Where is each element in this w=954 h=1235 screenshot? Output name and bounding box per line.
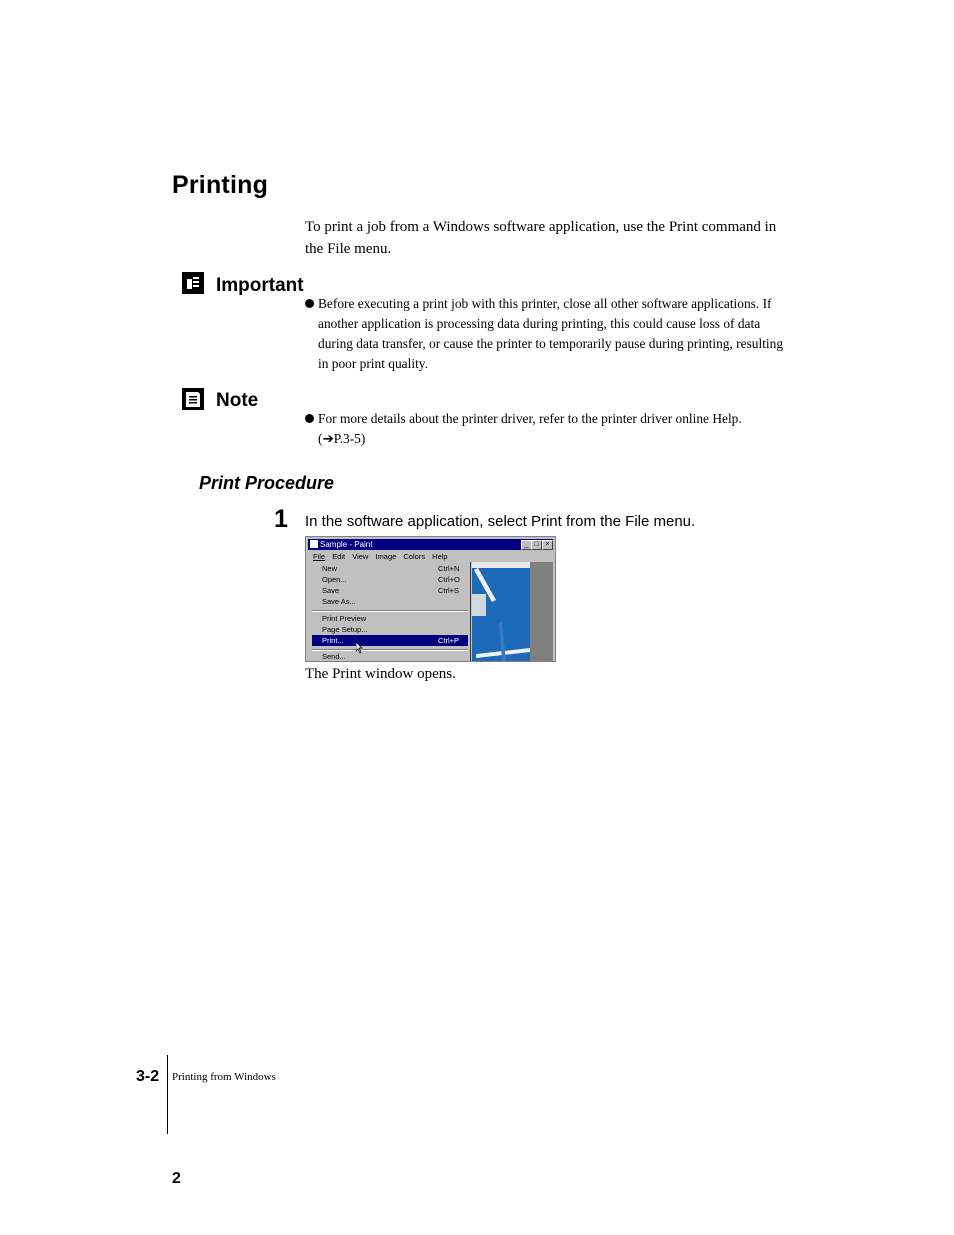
page-title: Printing	[172, 171, 269, 199]
note-page-ref: P.3-5)	[333, 431, 366, 446]
menu-item-label: Save	[322, 586, 340, 595]
note-bullet	[305, 409, 785, 449]
note-text-line1: For more details about the printer driver, refer to the printer driver online Help.	[318, 411, 742, 426]
bullet-icon	[305, 414, 314, 423]
minimize-icon[interactable]: _	[521, 540, 532, 550]
menu-colors[interactable]: Colors	[403, 552, 426, 561]
step-result-caption: The Print window opens.	[305, 666, 456, 682]
menu-item-save[interactable]	[322, 585, 467, 596]
menu-bar	[308, 551, 553, 562]
scrollbar[interactable]	[530, 562, 553, 661]
menu-item-label: Page Setup...	[322, 625, 368, 634]
menu-item-shortcut: Ctrl+P	[438, 636, 460, 645]
menu-item-label: Send...	[322, 652, 346, 661]
menu-item-label: New	[322, 564, 338, 573]
note-icon	[182, 388, 204, 410]
subsection-title: Print Procedure	[199, 473, 335, 493]
menu-item-new[interactable]	[322, 563, 467, 574]
menu-view[interactable]: View	[352, 552, 369, 561]
menu-item-print-preview[interactable]	[322, 613, 467, 624]
bullet-icon	[305, 299, 314, 308]
menu-item-shortcut: Ctrl+N	[438, 564, 460, 573]
paint-screenshot	[305, 536, 556, 662]
intro-paragraph: To print a job from a Windows software application, use the Print command in the File menu.	[305, 219, 777, 257]
footer-section-number: 3-2	[136, 1068, 160, 1085]
menu-help[interactable]: Help	[432, 552, 448, 561]
important-text: Before executing a print job with this printer, close all other software applications. If another application is processing data during printing, this could cause loss of data during data transfer, or cause the printer to temporarily pause during printing, resulting in poor print quality.	[318, 296, 784, 371]
footer-section-title: Printing from Windows	[172, 1071, 276, 1083]
menu-item-shortcut: Ctrl+O	[438, 575, 460, 584]
menu-file[interactable]: File	[313, 552, 326, 561]
arrow-right-icon: ➔	[322, 431, 334, 446]
close-icon[interactable]: ×	[542, 540, 553, 550]
menu-item-label: Save As...	[322, 597, 356, 606]
important-icon	[182, 272, 204, 294]
menu-item-page-setup[interactable]	[322, 624, 467, 635]
menu-item-open[interactable]	[322, 574, 467, 585]
step-instruction: In the software application, select Print from the File menu.	[305, 513, 696, 530]
menu-item-label: Print Preview	[322, 614, 367, 623]
maximize-icon[interactable]: □	[531, 540, 542, 550]
note-heading: Note	[216, 390, 259, 411]
menu-item-print[interactable]	[312, 635, 468, 646]
important-heading: Important	[216, 275, 304, 296]
menu-item-send[interactable]	[322, 651, 467, 662]
menu-item-label: Print...	[322, 636, 344, 645]
menu-item-shortcut: Ctrl+S	[438, 586, 460, 595]
window-titlebar	[308, 539, 553, 550]
note-paren: (	[318, 431, 323, 446]
footer-divider	[167, 1055, 168, 1134]
paint-canvas[interactable]	[472, 562, 530, 661]
mouse-cursor-icon	[356, 642, 364, 654]
page-number: 2	[172, 1170, 181, 1187]
step-number: 1	[274, 505, 288, 533]
menu-item-save-as[interactable]	[322, 596, 467, 607]
menu-edit[interactable]: Edit	[332, 552, 346, 561]
important-bullet	[305, 294, 785, 374]
menu-image[interactable]: Image	[375, 552, 397, 561]
paint-app-icon	[310, 540, 318, 548]
menu-separator	[312, 610, 468, 612]
window-title: Sample - Paint	[320, 540, 373, 549]
file-menu-dropdown	[310, 562, 471, 661]
canvas-image	[472, 562, 530, 661]
menu-item-label: Open...	[322, 575, 347, 584]
